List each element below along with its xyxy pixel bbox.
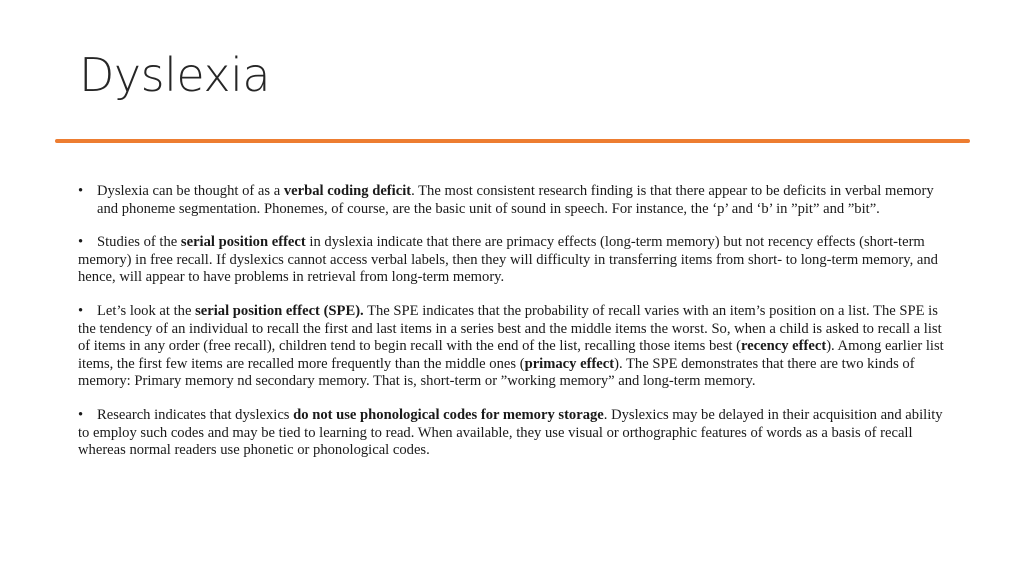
bullet-marker: •	[78, 183, 84, 199]
emphasis-text: verbal coding deficit	[283, 183, 412, 199]
emphasis-text: do not use phonological codes for memory storage	[293, 406, 604, 423]
bullet-paragraph	[78, 234, 948, 287]
emphasis-text: serial position effect (SPE).	[195, 302, 364, 319]
emphasis-text: recency effect	[740, 338, 827, 355]
bullet-paragraph	[78, 407, 948, 460]
bullet-marker: •	[78, 406, 84, 423]
paragraph-text: Studies of the	[97, 234, 181, 251]
bullet-marker: •	[78, 234, 84, 251]
paragraph-text: Dyslexia can be thought of as a	[97, 183, 284, 199]
bullet-paragraph	[78, 303, 948, 391]
paragraph-text: Research indicates that dyslexics	[97, 406, 294, 423]
bullet-marker: •	[78, 302, 84, 319]
paragraph-text: ). Among earlier list items, the first few items are recalled more frequently than the middle ones (	[78, 338, 944, 372]
bullet-paragraph	[78, 183, 948, 218]
paragraph-text: The SPE indicates that the probability of recall varies with an item’s position on a list. The SPE is the tendency of an individual to recall the first and last items in a series best and the middle items the worst. So, when a child is asked to recall a list of items in any order (free recall), children tend to begin recall with the end of the list, recalling those items best (	[78, 302, 942, 355]
paragraph-text: in dyslexia indicate that there are primacy effects (long-term memory) but not recency effects (short-term memory) in free recall. If dyslexics cannot access verbal labels, then they will difficulty in transferring items from short- to long-term memory, and hence, will appear to have problems in retrieval from long-term memory.	[78, 234, 938, 286]
slide-body	[78, 183, 948, 476]
paragraph-text: ). The SPE demonstrates that there are two kinds of memory: Primary memory nd secondary memory. That is, short-term or ”working memory” and long-term memory.	[78, 355, 915, 390]
title-underline	[55, 139, 970, 143]
paragraph-text: . The most consistent research finding is that there appear to be deficits in verbal memory and phoneme segmentation. Phonemes, of course, are the basic unit of sound in speech. For instance, the ‘p’ and ‘b’ in ”pit” and ”bit”.	[97, 183, 934, 217]
paragraph-text: Let’s look at the	[97, 302, 196, 319]
emphasis-text: serial position effect	[180, 234, 306, 251]
slide-title: Dyslexia	[79, 48, 271, 102]
emphasis-text: primacy effect	[524, 355, 615, 372]
paragraph-text: . Dyslexics may be delayed in their acquisition and ability to employ such codes and may be tied to learning to read. When available, they use visual or orthographic features of words as a basis of recall whereas normal readers use phonetic or phonological codes.	[78, 406, 943, 459]
